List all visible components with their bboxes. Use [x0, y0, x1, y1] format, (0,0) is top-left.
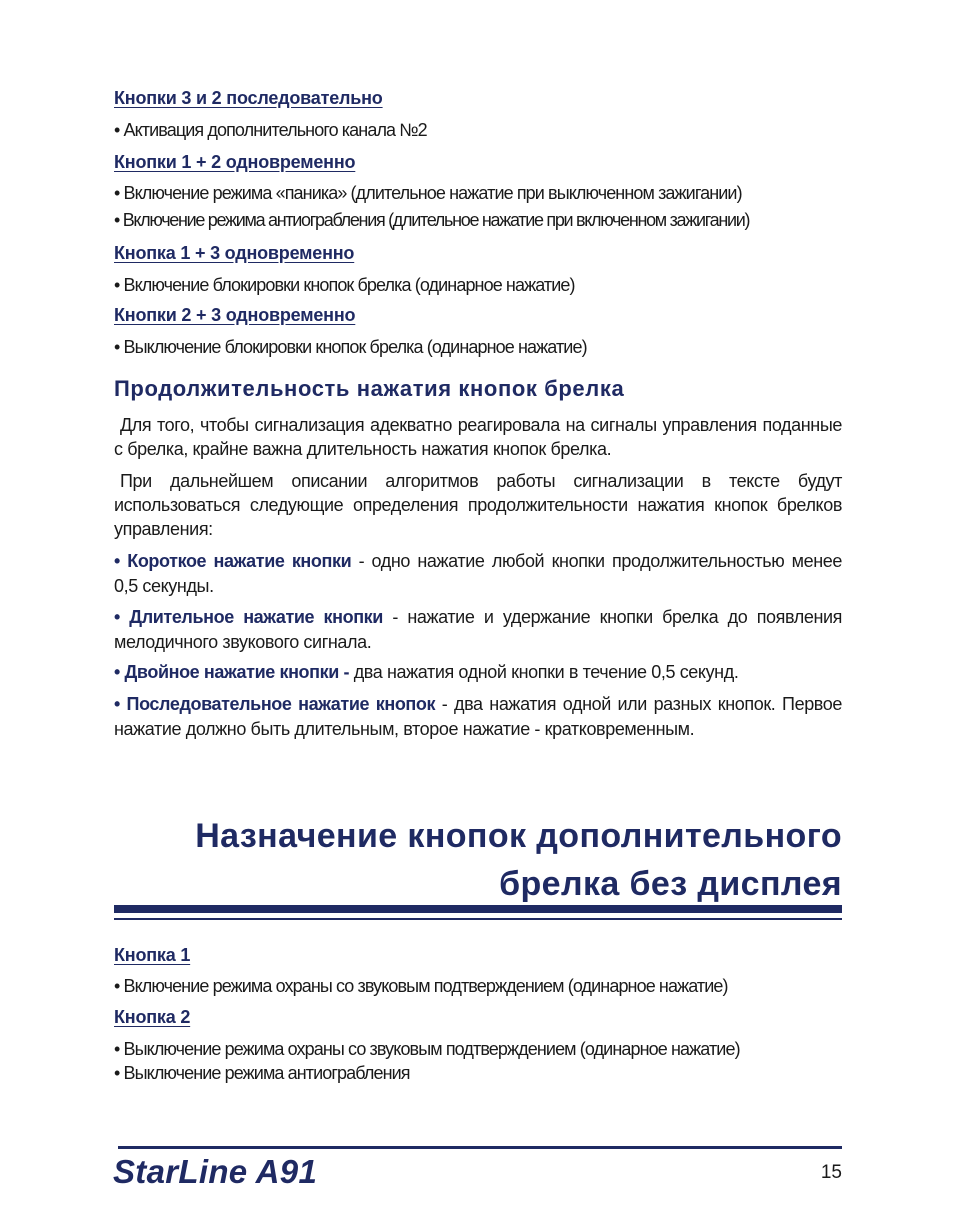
definition-short-press	[114, 549, 842, 599]
brand-logo: StarLine A91	[113, 1153, 318, 1190]
desc-double-press: два нажатия одной кнопки в течение 0,5 секунд.	[349, 662, 739, 682]
definition-sequential-press	[114, 692, 842, 742]
heading-buttons-1-3: Кнопка 1 + 3 одновременно	[114, 243, 355, 263]
list-item: • Выключение блокировки кнопок брелка (одинарное нажатие)	[114, 337, 587, 357]
title-divider-thick	[114, 905, 842, 913]
list-item: • Выключение режима охраны со звуковым подтверждением (одинарное нажатие)	[114, 1039, 740, 1059]
page-number: 15	[820, 1162, 842, 1183]
heading-button-1: Кнопка 1	[114, 945, 191, 965]
list-item: • Включение режима антиограбления (длительное нажатие при включенном зажигании)	[114, 210, 750, 230]
list-item: • Выключение режима антиограбления	[114, 1063, 410, 1083]
heading-button-2: Кнопка 2	[114, 1007, 191, 1027]
definition-long-press	[114, 605, 842, 655]
desc-short-press: - одно нажатие любой кнопки продолжительностью менее 0,5 секунды.	[114, 551, 843, 596]
term-double-press: • Двойное нажатие кнопки -	[114, 662, 350, 682]
list-item: • Включение блокировки кнопок брелка (одинарное нажатие)	[114, 275, 575, 295]
paragraph-intro: Для того, чтобы сигнализация адекватно реагировала на сигналы управления поданные с брелка, крайне важна длительность нажатия кнопок брелка.	[114, 415, 842, 459]
section-heading-duration: Продолжительность нажатия кнопок брелка	[114, 376, 625, 401]
heading-buttons-2-3: Кнопки 2 + 3 одновременно	[114, 305, 356, 325]
term-sequential-press: • Последовательное нажатие кнопок	[114, 694, 436, 714]
term-long-press: • Длительное нажатие кнопки	[114, 607, 383, 627]
list-item: • Включение режима «паника» (длительное нажатие при выключенном зажигании)	[114, 183, 742, 203]
definition-double-press	[114, 660, 842, 685]
heading-buttons-3-2: Кнопки 3 и 2 последовательно	[114, 88, 383, 108]
page-title	[102, 812, 842, 908]
desc-sequential-press: - два нажатия одной или разных кнопок. Первое нажатие должно быть длительным, второе нажатие - кратковременным.	[114, 694, 842, 739]
desc-long-press: - нажатие и удержание кнопки брелка до появления мелодичного звукового сигнала.	[114, 607, 842, 652]
title-divider-thin	[114, 918, 842, 920]
footer-divider	[118, 1146, 842, 1149]
paragraph-definitions: При дальнейшем описании алгоритмов работы сигнализации в тексте будут использоваться следующие определения продолжительности нажатия кнопок брелков управления:	[114, 471, 842, 539]
term-short-press: • Короткое нажатие кнопки	[114, 551, 352, 571]
title-line-1: Назначение кнопок дополнительного	[195, 817, 842, 855]
list-item: • Активация дополнительного канала №2	[114, 120, 427, 140]
list-item: • Включение режима охраны со звуковым подтверждением (одинарное нажатие)	[114, 976, 728, 996]
title-line-2: брелка без дисплея	[499, 865, 842, 903]
heading-buttons-1-2: Кнопки 1 + 2 одновременно	[114, 152, 356, 172]
